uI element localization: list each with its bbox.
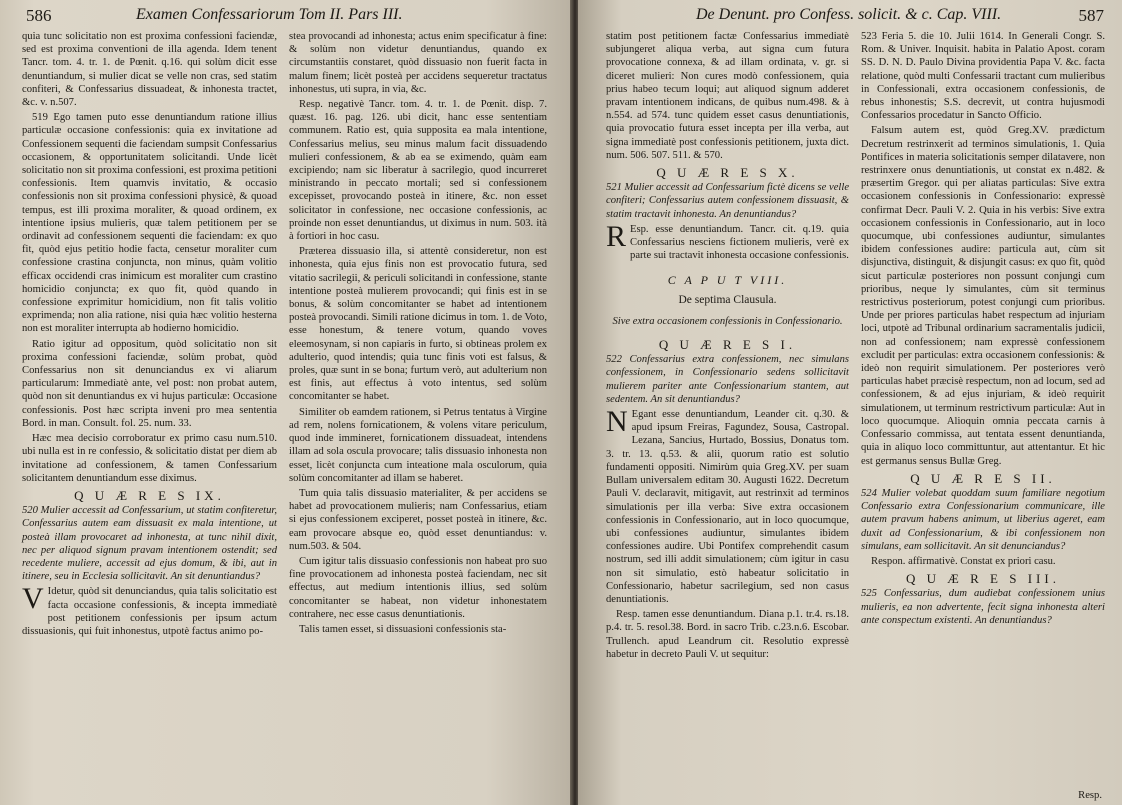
paragraph-text: 523 Feria 5. die 10. Julii 1614. In Generali Congr. S. Rom. & Univer. Inquisit. habita in Palatio Apost. coram SS. D. N. D. Paulo Divina providentia Papa V. &c. facta relatione, quòd multi Confessarii tractant cum mulieribus in Confessionali, extra occasionem confessionis, de rebus inhonestis; S.S. decrevit, ut contra hujusmodi Confessarios procedatur in Sancto Officio. [861,31,1105,122]
paragraph [289,555,547,621]
paragraph-text: Præterea dissuasio illa, si attentè consideretur, non est inhonesta, quia ejus finis non est provocatio futura, sed vitatio sacrilegii, & periculi solicitandi in confessione, stante intentione posteà mulierem provocandi; qui finis est in se bonus, & solùm concomitanter se habet ad intentionem posteà provocandi. Simili ratione dicimus in tom. 1. de Voto, esse honestum, & tenere votum, quando voves eleemosynam, si non capiaris in furto, si obtineas prolem ex adulterio, quod intendis; quia tunc finis voti est falsus, & proles, quæ sunt in se bona; furtum verò, aut adulterium non est finis, aut effectus à voto intentus, sed solùm concomitanter se habet. [289,246,547,403]
paragraph-text: Q U Æ R E S II. [910,470,1056,486]
paragraph-text: Respon. affirmativè. Constat ex priori casu. [871,555,1056,567]
section-heading [606,166,849,179]
paragraph [606,30,849,162]
paragraph-text: Q U Æ R E S I. [658,337,797,353]
section-heading [861,472,1105,485]
right-running-title: De Denunt. pro Confess. solicit. & c. Cap. VIII. [696,6,1002,23]
paragraph-text: Sive extra occasionem confessionis in Confessionario. [612,315,843,327]
paragraph-text: Hæc mea decisio corroboratur ex primo casu num.510. ubi nulla est in re confessio, & solicitatio distat per diem ab invitatione ad confessionem, & tamen Confessarium solicitantem denuntiandum esse diximus. [22,433,277,484]
paragraph-text: Idetur, quòd sit denunciandus, quia talis solicitatio est facta occasione confessionis, & incepta immediatè post petitionem confessionis per ipsum actum dissuasionis, qui fuit inhonestus, utpotè factus animo po- [22,586,277,637]
paragraph [289,406,547,485]
paragraph [861,555,1105,568]
paragraph-text: Q U Æ R E S X. [656,165,799,181]
paragraph-text: Cum igitur talis dissuasio confessionis non habeat pro suo fine provocationem ad inhonesta posteà faciendam, nec sit effectus, aut medium intentionis illius, sed solùm concomitanter se habeat, non videtur inhonestatem contrahere, nec esse casus denuntiationis. [289,555,547,620]
paragraph-text: Resp. tamen esse denuntiandum. Diana p.1. tr.4. rs.18. p.4. tr. 5. resol.38. Bord. in sacro Trib. c.23.n.6. Escobar. Trullench. apud Leandrum cit. Resolutio expressè habetur in decreto Pauli V. ut sequitur: [606,609,849,660]
right-column-2 [861,30,1105,629]
left-page-number: 586 [26,6,52,25]
paragraph-text: Talis tamen esset, si dissuasioni confessionis sta- [299,623,507,635]
paragraph [861,587,1105,627]
paragraph [22,111,277,335]
left-page-header [0,4,572,30]
paragraph-text: quia tunc solicitatio non est proxima confessioni faciendæ, sed est proxima conventioni de illa agenda. Idem tenent Tancr. tom. 4. tr. 1. de Pœnit. q.16. qui solùm dicit esse denuntiandum, si mulier dicat se velle non cras, sed statim confiteri, & Confessarius dissuadeat, & inhonesta tractet, &c. v. n.507. [22,31,277,109]
paragraph [861,487,1105,553]
right-page [578,0,1122,805]
paragraph-text: Resp. negativè Tancr. tom. 4. tr. 1. de Pœnit. disp. 7. quæst. 16. pag. 126. ubi dicit, hanc esse sententiam communem. Ratio est, quia supposita ea mala intentione, Confessarius melius, seu minus malum facit dissuadendo mulieri confessionem, & ab ea se eximendo, quàm eam excipiendo; nam sic liberatur à sacrilegio, quod incurreret ministrando in peccato mortali; sed si confessionem excepisset, provocando posteà in itinere, &c. non esset solicitator in confessione, nec occasione confessionis, ac proinde non esset denuntiandus, ut diximus in num. 503. ità à fortiori in hoc casu. [289,99,547,243]
paragraph [22,504,277,583]
section-heading [22,489,277,502]
paragraph [289,30,547,96]
paragraph-text: stea provocandi ad inhonesta; actus enim specificatur à fine: & solùm non videtur denuntiandus, quando ex circumstantiis constaret, quòd dissuasio non fuerit facta in malum finem; licèt posteà per accidens sequeretur tractatus inhonestus, uti supra, in via, &c. [289,31,547,95]
paragraph [289,98,547,243]
paragraph-text: 521 Mulier accessit ad Confessarium fictè dicens se velle confiteri; Confessarius autem confessionem dissuasit, & statim tractavit inhonesta. An denuntiandus? [606,182,850,220]
drop-cap: R [606,219,627,253]
paragraph-text: statim post petitionem factæ Confessarius immediatè subjungeret aliqua verba, aut signa cum futura provocatione connexa, & ad illam ordinata, v. gr. si diceret mulieri: Non cures modò confessionem, quia prius habeo tecum loqui; aut aliquod signum adderet pravam intentionem indicans, de quibus num.498. & à n.554. ad 574. tunc quidem esset casus denuntiationis, quia provocatio futura esset incepta per illa verba, aut signa immediatè post confessionis petitionem, juxta dict. num. 506. 507. 511. & 570. [606,31,849,161]
left-running-title: Examen Confessariorum Tom II. Pars III. [136,6,403,23]
paragraph [606,219,849,263]
paragraph [861,124,1105,467]
section-heading [606,274,849,287]
section-heading [606,294,849,307]
paragraph [22,338,277,430]
section-heading [861,572,1105,585]
paragraph-text: 519 Ego tamen puto esse denuntiandum ratione illius particulæ occasione confessionis: quia ex invitatione ad Confessionem sequenti die faciendam sumpsit Confessarius occasionem, & opportunitatem solicitandi. Unde licèt solicitatio non sit proxima confessioni, est proxima petitioni confessionis. Item quamvis invitatio, & occasio confessionis non sit proxima confessioni physicè, & quoad tempus, est illi proxima moraliter, & quoad ordinem, ex intentione ipsius mulieris, quæ talem petitionem per se ordinavit ad confessionem sequenti die faciendam: ex quo fit, quòd ejus petitio hodie facta, censetur moraliter cum confessione crastina conjuncta, non minus, quàm volitio efficax occidendi cras inimicum est moraliter cum crastino homicidio conjuncta; ex quo fit, quòd quando in confessione exprimitur homicidium, non fit talis volitio exprimenda; non alia ratione, nisi quia hæc volitio hesterna non est moraliter interrupta ab hodierno homicidio. [22,112,277,335]
paragraph [289,487,547,553]
paragraph-text: C A P U T VIII. [667,273,788,288]
paragraph-text: 522 Confessarius extra confessionem, nec simulans confessionem, in Confessionario sedens sollicitavit mulierem pariter ante Confessionarium stantem, aut sedentem. An sit denuntiandus? [606,354,849,405]
paragraph [606,608,849,661]
paragraph-text: 525 Confessarius, dum audiebat confessionem unius mulieris, ea non advertente, fecit signa inhonesta alteri ante conspectum existenti. An denuntiandus? [861,588,1105,626]
left-column-1 [22,30,277,640]
paragraph [606,353,849,406]
paragraph [289,623,547,636]
right-column-1 [606,30,849,663]
paragraph [606,405,849,606]
paragraph-text: Tum quia talis dissuasio materialiter, & per accidens se habet ad provocationem mulieris; nam Confessarius, etiam si ejus confessionem exciperet, posset posteà in itinere, &c. eam provocare absque eo, quòd esset denuntiandus: v. num.503. & 504. [289,487,547,552]
paragraph-text: 524 Mulier volebat quoddam suum familiare negotium Confessario extra Confessionarium communicare, ille autem pravum habens animum, ut liberius ageret, eam duxit ad Confessionarium, & ibi confessionem non simulans, eam sollicitavit. An sit denunciandus? [861,487,1105,552]
section-heading [606,338,849,351]
catchword: Resp. [1078,790,1102,801]
paragraph-text: Esp. esse denuntiandum. Tancr. cit. q.19. quia Confessarius nesciens fictionem mulieris, verè ex parte sui tractavit inhonesta occasione confessionis. [630,223,849,262]
left-column-2 [289,30,547,638]
right-page-number: 587 [1078,6,1104,25]
paragraph-text: Egant esse denuntiandum, Leander cit. q.30. & apud ipsum Freiras, Fagundez, Sousa, Castropal. Lezana, Sancius, Hurtado, Bossius, Donatus tom. 3. tr. 13. q.53. & alii, quorum ratio est solutio fundamenti oppositi. Nimirùm quia Greg.XV. per suam Bullam universalem editam 30. Augusti 1622. Decretum Pauli V. declaravit, mitigavit, aut restrinxit ad terminos simulationis per illa verba: Sive extra occasionem confessionis in Confessionario, aut in loco quocumque, ubi confessiones audiuntur, simulantes ibidem confessiones audire. Ubi Pontifex comprehendit casum nostrum, sed illi addit simulationem; cùm igitur in casu non sit simulatio, estò habeatur solicitatio in Confessionario, habetur sacrilegium, sed non casus denuntiationis. [606,409,849,605]
paragraph [606,181,849,221]
paragraph [289,245,547,403]
section-heading [606,315,849,328]
paragraph [22,582,277,638]
paragraph [22,30,277,109]
paragraph-text: Ratio igitur ad oppositum, quòd solicitatio non sit proxima confessioni faciendæ, solùm probat, quòd Confessarius non sit denunciandus ex vi aliarum particularum: Immediatè ante, vel post: non probat autem, quòd non sit denuntiandus ex vi hujus particulæ: Occasione confessionis. Post hæc scripta inveni pro mea sententia Bord. in man. Consult. fol. 25. num. 33. [22,338,277,429]
paragraph-text: Q U Æ R E S IX. [74,487,225,503]
paragraph-text: Falsum autem est, quòd Greg.XV. prædictum Decretum restrinxerit ad terminos simulationis, 1. Quia Pontifices in materia solicitationis semper dilatavere, non restrinxere onus denuntiationis, ut constat ex n.482. & præsertim Gregor. qui per aliatas particulas: Sive extra occasionem confessionis in Confessionario: expressè confirmat Decr. Pauli V. 2. Quia in his verbis: Sive extra occasionem confessionis in Confessionario, aut in loco quocumque, ubi confessiones audiuntur, simulantes ibidem confessiones audire: particula aut, cùm sit disjunctiva, distinguit, & disjungit casus: ex quo fit, quòd sicut particulæ posteriores non possunt conjungi cum prioribus, neque ly simulantes, cùm sit terminus restrictivus posteriorum, potest conjungi cum prioribus. Unde per priores particulas habet respectum ad injuriam loci, utpotè ad Tribunal ordinarium sacramentalis judicii, non ad confessionem; nam expressè confessionem excludit per particulas: extra occasionem confessionis: & ideò non requirit simulationem. Per posteriores verò particulas habet præcisè respectum, non ad locum, sed ad confessionem, & ad ejus injuriam, & ideò requirit simulationem, ut terminum restrictivum particulæ: Aut in loco quocumque. Alioquin omnia peccata carnis à Confessario commissa, aut tentata essent denuntianda, quia in aliquo loco committuntur, aut attentantur. Et hic est germanus sensus Bullæ Greg. [861,125,1105,467]
paragraph-text: Q U Æ R E S III. [906,571,1060,587]
paragraph-text: Similiter ob eamdem rationem, si Petrus tentatus à Virgine ad rem, nolens fornicationem, & volens vitare periculum, quod inde immineret, fornicationem dissuadeat, intendens illam ad sola oscula provocare; talis dissuasio inhonesta non esset, licèt conjuncta cum inteatione mala osculorum, quia solùm concomitanter ad illam se haberet. [289,406,547,484]
right-page-header [578,4,1122,30]
paragraph [22,432,277,485]
drop-cap: V [22,582,44,616]
paragraph-text: De septima Clausula. [678,293,777,306]
paragraph [861,30,1105,122]
drop-cap: N [606,405,628,439]
paragraph-text: 520 Mulier accessit ad Confessarium, ut statim confiteretur, Confessarius autem eam dissuasit ex mala intentione, ut posteà illam provocaret ad inhonesta, at tunc nihil dixit, nec per aliquod signum pravam intentionem ostendit; sed recedente muliere, accessit ad ejus domum, & ibi, aut in itinere, seu in Ecclesia sollicitavit. An sit denuntiandus? [22,505,277,583]
